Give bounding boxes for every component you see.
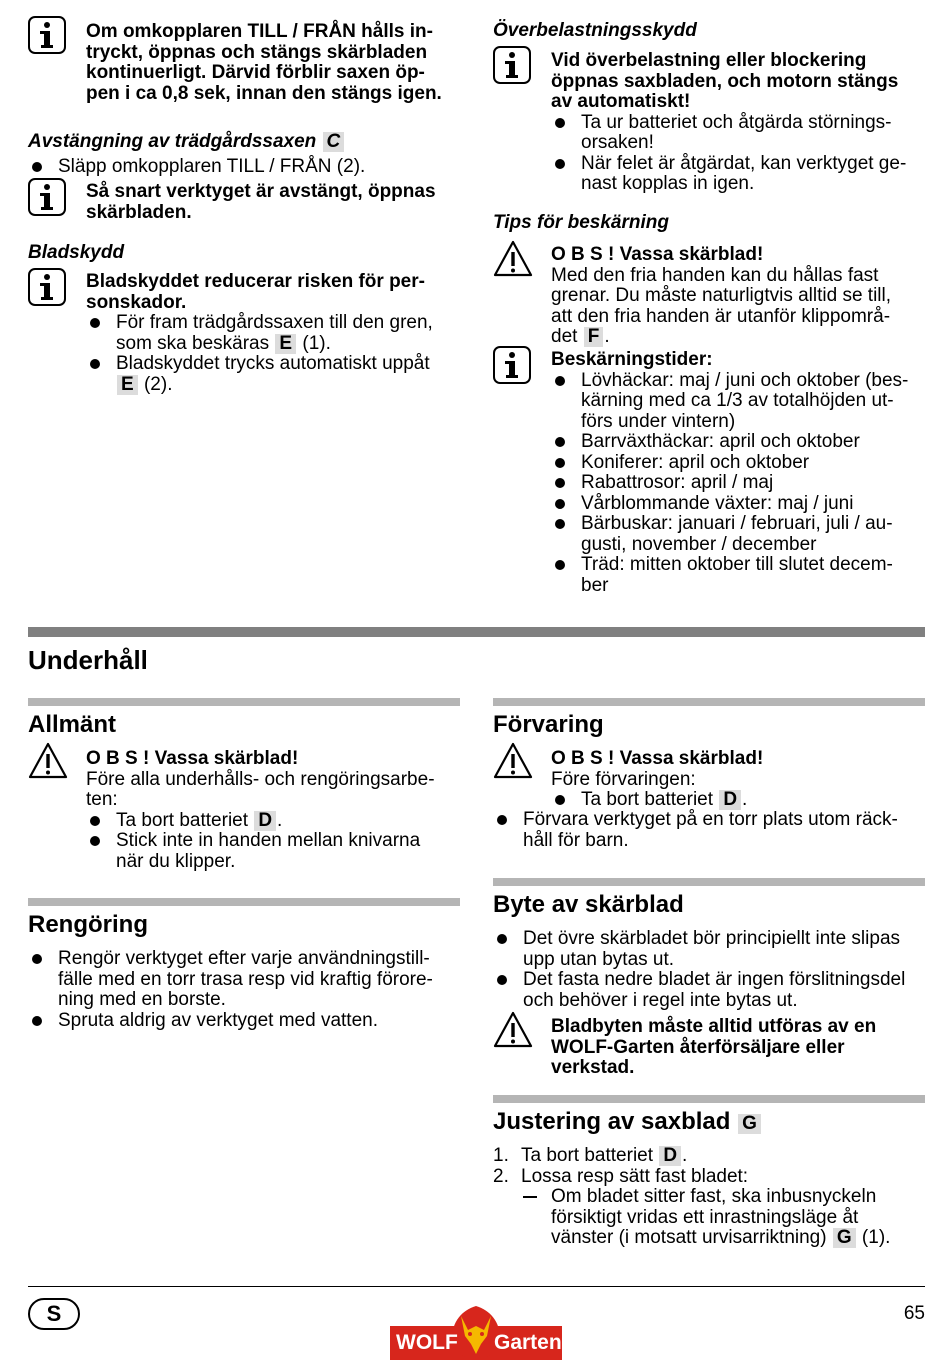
section-divider bbox=[28, 627, 925, 637]
warning-icon bbox=[493, 742, 531, 780]
subsection-title-blade-change: Byte av skärblad bbox=[493, 891, 684, 918]
subsection-title-general: Allmänt bbox=[28, 711, 117, 738]
figure-badge: F bbox=[584, 327, 604, 347]
figure-badge: D bbox=[659, 1146, 681, 1166]
storage-warning-content: O B S ! Vassa skärblad! Före förvaringen: Ta bort batteriet D . bbox=[551, 749, 931, 811]
bullet-remove-battery: Ta bort batteriet D . bbox=[551, 790, 931, 811]
storage-content bbox=[493, 810, 928, 851]
blade-change-warning: Bladbyten måste alltid utföras av en WOLF-Garten återförsäljare eller verkstad. bbox=[551, 1016, 877, 1078]
section-title-blade-guard: Bladskydd bbox=[28, 242, 125, 263]
blade-adjust-steps bbox=[493, 1146, 933, 1249]
bullet-store-dry: Förvara verktyget på en torr plats utom räck- håll för barn. bbox=[493, 810, 928, 851]
info-icon bbox=[28, 268, 66, 306]
figure-badge: G bbox=[833, 1228, 856, 1248]
subsection-title-blade-adjust: Justering av saxblad G bbox=[493, 1108, 762, 1136]
general-warning-content: O B S ! Vassa skärblad! Före alla underhålls- och rengöringsarbe- ten: Ta bort batteriet D . Stick inte in handen mellan knivarna när du klipper. bbox=[86, 749, 471, 872]
bullet-remove-battery: Ta ur batteriet och åtgärda störnings- orsaken! bbox=[551, 113, 931, 154]
subsection-divider bbox=[493, 878, 925, 886]
language-badge: S bbox=[28, 1298, 80, 1330]
pruning-time-item: Rabattrosor: april / maj bbox=[551, 473, 931, 494]
figure-badge: E bbox=[275, 334, 296, 354]
blade-change-content bbox=[493, 929, 933, 1011]
figure-badge: E bbox=[117, 375, 138, 395]
figure-badge: C bbox=[323, 132, 345, 152]
blade-guard-content: Bladskyddet reducerar risken för per- sonskador. För fram trädgårdssaxen till den gren, som ska beskäras E (1). Bladskyddet trycks automatiskt uppåt E (2). bbox=[86, 272, 476, 395]
pruning-time-item: Koniferer: april och oktober bbox=[551, 453, 931, 474]
warning-icon bbox=[493, 240, 531, 278]
info-icon bbox=[28, 178, 66, 216]
footer-rule bbox=[28, 1286, 925, 1287]
subsection-title-storage: Förvaring bbox=[493, 711, 604, 738]
info-icon bbox=[493, 346, 531, 384]
subsection-divider bbox=[28, 698, 460, 706]
info-text-blades-open: Så snart verktyget är avstängt, öppnas skärbladen. bbox=[86, 181, 436, 223]
step-2: 2. Lossa resp sätt fast bladet: Om bladet sitter fast, ska inbusnyckeln försiktigt vridas ett inrastningsläge åt vänster (i motsatt urvisarriktning) G (1). bbox=[493, 1167, 933, 1249]
bullet-clean-tool: Rengör verktyget efter varje användningstill- fälle med en torr trasa resp vid kraftig förore- ning med en borste. bbox=[28, 949, 468, 1011]
cleaning-content bbox=[28, 949, 468, 1031]
warning-icon bbox=[28, 742, 66, 780]
pruning-time-item: Träd: mitten oktober till slutet decem- ber bbox=[551, 555, 931, 596]
overload-content: Vid överbelastning eller blockering öppnas saxbladen, och motorn stängs av automatiskt! Ta ur batteriet och åtgärda störnings- orsaken! När felet är åtgärdat, kan verktyget ge- nast kopplas in igen. bbox=[551, 51, 931, 195]
bullet-upper-blade: Det övre skärbladet bör principiellt inte slipas upp utan bytas ut. bbox=[493, 929, 933, 970]
bullet-guard-pushed-up: Bladskyddet trycks automatiskt uppåt E (2). bbox=[86, 354, 476, 395]
subsection-title-cleaning: Rengöring bbox=[28, 911, 148, 938]
section-title-switch-off: Avstängning av trädgårdssaxen C bbox=[28, 132, 468, 153]
bullet-remove-battery: Ta bort batteriet D . bbox=[86, 811, 471, 832]
brand-logo bbox=[390, 1304, 562, 1360]
info-icon bbox=[493, 46, 531, 84]
pruning-time-item: Barrväxthäckar: april och oktober bbox=[551, 432, 931, 453]
sub-step-loosen: Om bladet sitter fast, ska inbusnyckeln försiktigt vridas ett inrastningsläge åt vänster (i motsatt urvisarriktning) G (1). bbox=[521, 1187, 933, 1249]
figure-badge: D bbox=[719, 790, 741, 810]
pruning-time-item: Bärbuskar: januari / februari, juli / au- gusti, november / december bbox=[551, 514, 931, 555]
figure-badge: G bbox=[738, 1114, 761, 1134]
figure-badge: D bbox=[254, 811, 276, 831]
bullet-no-water: Spruta aldrig av verktyget med vatten. bbox=[28, 1011, 468, 1032]
logo-text-wolf: WOLF bbox=[396, 1331, 458, 1354]
subsection-divider bbox=[493, 698, 925, 706]
bullet-reconnect: När felet är åtgärdat, kan verktyget ge- nast kopplas in igen. bbox=[551, 154, 931, 195]
subsection-divider bbox=[28, 898, 460, 906]
pruning-times: Beskärningstider: Lövhäckar: maj / juni och oktober (bes- kärning med ca 1/3 av totalhöjden ut- förs under vintern) Barrväxthäckar: april och oktober Koniferer: april och oktober Rabattrosor: april / maj Vårblommande växter: maj / juni Bärbuskar: januari / februari, juli / au- gusti, november / december Träd: mitten oktober till slutet decem- ber bbox=[551, 350, 931, 596]
info-icon bbox=[28, 16, 66, 54]
warning-icon bbox=[493, 1011, 531, 1049]
pruning-time-item: Lövhäckar: maj / juni och oktober (bes- kärning med ca 1/3 av totalhöjden ut- förs under vintern) bbox=[551, 371, 931, 433]
bullet-release-switch: Släpp omkopplaren TILL / FRÅN (2). bbox=[28, 157, 498, 178]
pruning-time-item: Vårblommande växter: maj / juni bbox=[551, 494, 931, 515]
page-number: 65 bbox=[903, 1303, 925, 1324]
logo-text-garten: Garten bbox=[494, 1331, 562, 1354]
bullet-guide-shears: För fram trädgårdssaxen till den gren, som ska beskäras E (1). bbox=[86, 313, 476, 354]
pruning-times-list bbox=[551, 371, 931, 597]
info-text-continuous: Om omkopplaren TILL / FRÅN hålls in- tryckt, öppnas och stängs skärbladen kontinuerligt. Därvid förblir saxen öp- pen i ca 0,8 sek, innan den stängs igen. bbox=[86, 21, 442, 104]
section-title-overload: Överbelastningsskydd bbox=[493, 20, 697, 41]
bullet-lower-blade: Det fasta nedre bladet är ingen förslitningsdel och behöver i regel inte bytas ut. bbox=[493, 970, 933, 1011]
section-title-pruning-tips: Tips för beskärning bbox=[493, 212, 669, 233]
bullet-hands-away: Stick inte in handen mellan knivarna när du klipper. bbox=[86, 831, 471, 872]
step-1: 1. Ta bort batteriet D . bbox=[493, 1145, 688, 1166]
subsection-divider bbox=[493, 1095, 925, 1103]
pruning-warning-content: O B S ! Vassa skärblad! Med den fria handen kan du hållas fast grenar. Du måste naturligtvis alltid se till, att den fria handen är utanför klippområ- det F . bbox=[551, 244, 892, 347]
page-section-title: Underhåll bbox=[28, 645, 148, 675]
